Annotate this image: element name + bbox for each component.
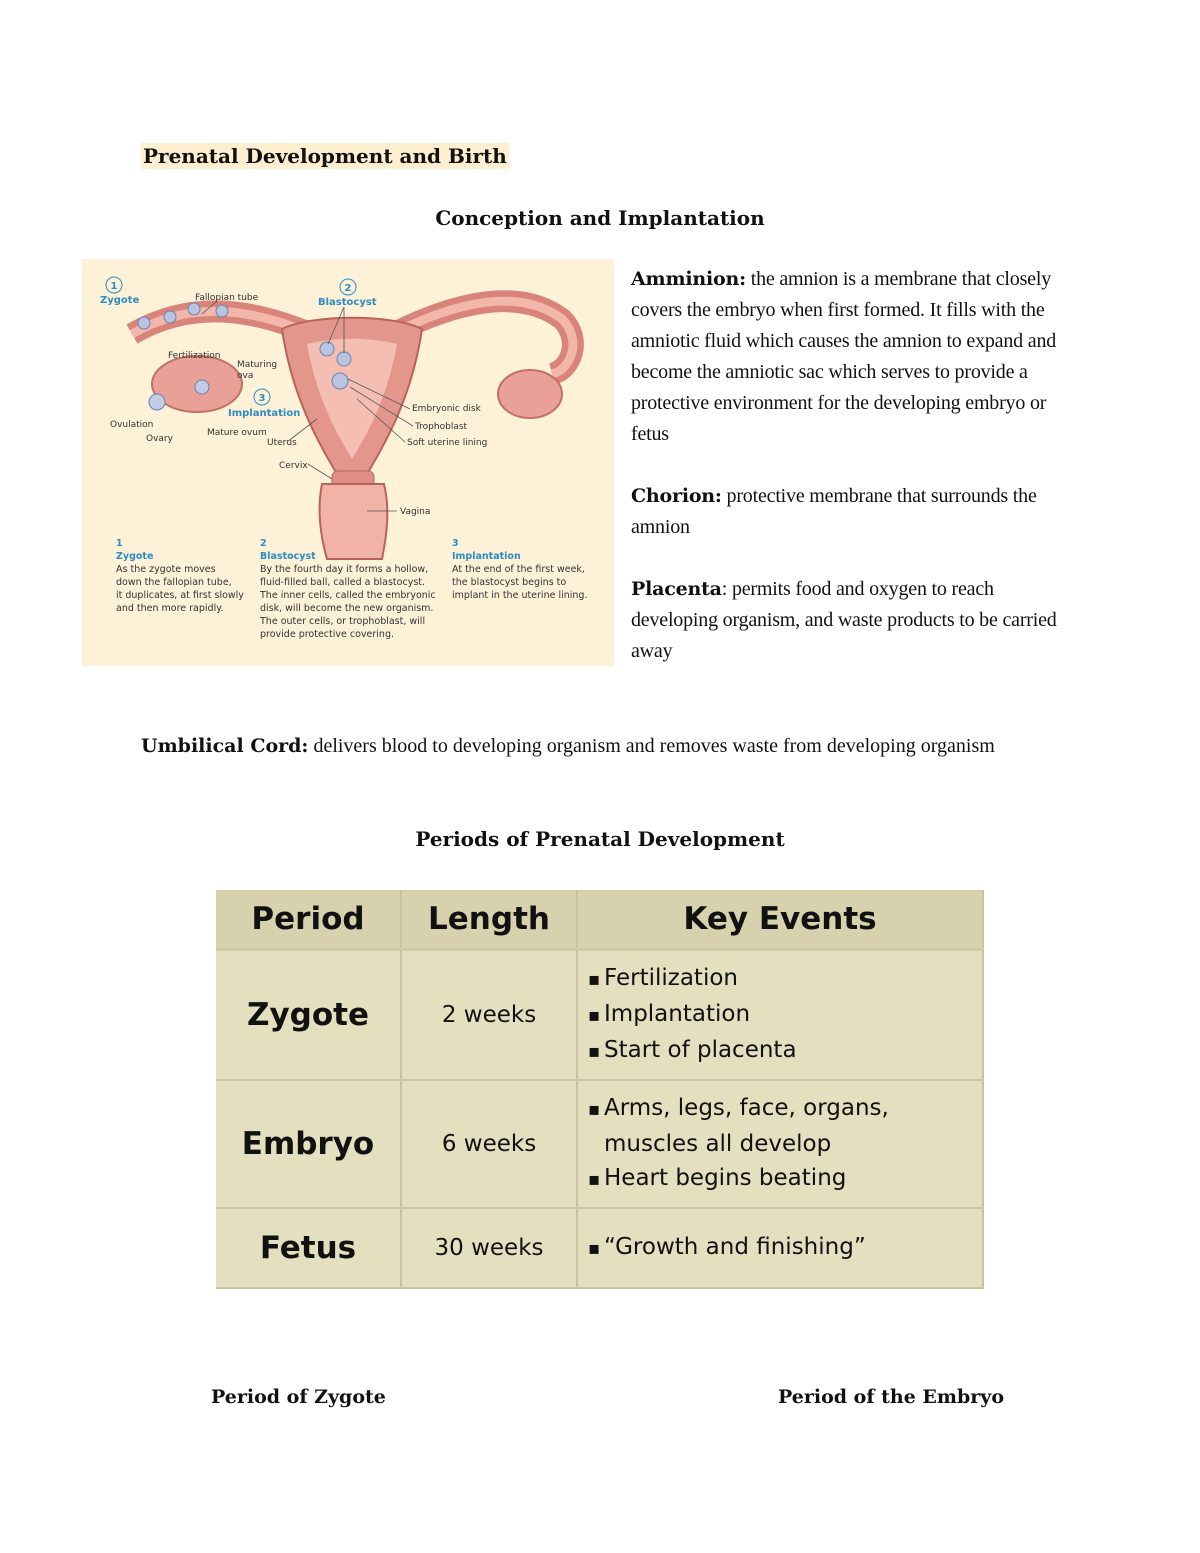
- cell-events: [577, 1208, 983, 1288]
- cell-length: 30 weeks: [401, 1208, 577, 1288]
- table-row: [216, 1080, 983, 1208]
- header-period: Period: [216, 890, 401, 950]
- definition-umbilical-cord: [141, 731, 1041, 762]
- dividing-cell: [164, 311, 176, 323]
- definition-chorion: [631, 481, 1071, 543]
- maturing-label: Maturing: [237, 360, 278, 370]
- cell-period: Embryo: [216, 1080, 401, 1208]
- caption-line: At the end of the first week,: [452, 564, 585, 575]
- caption-title: Blastocyst: [260, 551, 316, 562]
- event-item: ▪ Fertilization: [588, 961, 981, 997]
- table-header-row: [216, 890, 983, 950]
- cell-events: [577, 1080, 983, 1208]
- right-ovary: [498, 370, 562, 418]
- subheading-period-of-embryo: Period of the Embryo: [778, 1386, 1005, 1408]
- caption-line: disk, will become the new organism.: [260, 603, 434, 614]
- cell-period: Fetus: [216, 1208, 401, 1288]
- definition-text: the amnion is a membrane that closely covers the embryo when first formed. It fills with the amniotic fluid which causes the amnion to expand and become the amniotic sac which serves to provide a protective environment for the developing embryo or fetus: [631, 268, 1057, 445]
- dividing-cell: [188, 303, 200, 315]
- definition-text: delivers blood to developing organism and removes waste from developing organism: [308, 735, 995, 757]
- cervix-label: Cervix: [279, 461, 308, 471]
- caption-line: The outer cells, or trophoblast, will: [260, 616, 426, 627]
- implantation-number: 3: [258, 393, 266, 404]
- caption-line: By the fourth day it forms a hollow,: [260, 564, 429, 575]
- zygote-label: Zygote: [100, 295, 140, 306]
- ovulation-label: Ovulation: [110, 420, 154, 430]
- mature-ovum-label: Mature ovum: [207, 428, 267, 438]
- cell-period: Zygote: [216, 950, 401, 1080]
- section-heading-periods: Periods of Prenatal Development: [415, 827, 785, 851]
- zygote-number: 1: [110, 281, 118, 292]
- header-key-events: Key Events: [577, 890, 983, 950]
- definition-amnion: [631, 264, 1071, 450]
- fallopian-tube-label: Fallopian tube: [195, 293, 259, 303]
- periods-table: [216, 890, 984, 1289]
- caption-title: Zygote: [116, 551, 154, 562]
- caption-line: down the fallopian tube,: [116, 577, 232, 588]
- caption-line: fluid-filled ball, called a blastocyst.: [260, 577, 426, 588]
- event-item: ▪ Heart begins beating: [588, 1161, 981, 1197]
- caption-line: As the zygote moves: [116, 564, 216, 575]
- header-length: Length: [401, 890, 577, 950]
- caption-number: 3: [452, 538, 459, 549]
- caption-line: and then more rapidly.: [116, 603, 224, 614]
- definition-text: : permits food and oxygen to reach developing organism, and waste products to be carried away: [631, 578, 1057, 662]
- caption-line: the blastocyst begins to: [452, 577, 567, 588]
- definition-term: Placenta: [631, 578, 722, 600]
- cell-length: 6 weeks: [401, 1080, 577, 1208]
- definition-term: Amminion:: [631, 268, 746, 290]
- cell-length: 2 weeks: [401, 950, 577, 1080]
- definition-text: protective membrane that surrounds the amnion: [631, 485, 1037, 538]
- event-item: ▪ “Growth and finishing”: [588, 1230, 981, 1266]
- trophoblast-label: Trophoblast: [415, 422, 468, 432]
- definitions: [631, 264, 1071, 698]
- zygote-cell: [138, 317, 150, 329]
- embryonic-disk-label: Embryonic disk: [412, 404, 481, 414]
- implantation-label: Implantation: [228, 408, 301, 419]
- caption-number: 1: [116, 538, 123, 549]
- caption-title: Implantation: [452, 551, 521, 562]
- section-heading-conception: Conception and Implantation: [435, 206, 765, 230]
- soft-lining-label: Soft uterine lining: [407, 438, 488, 448]
- blastocyst-number: 2: [344, 283, 352, 294]
- reproductive-diagram: [82, 259, 614, 666]
- caption-number: 2: [260, 538, 267, 549]
- table-row: [216, 1208, 983, 1288]
- event-item: ▪ Arms, legs, face, organs, muscles all develop: [588, 1091, 904, 1161]
- definition-placenta: [631, 574, 1071, 667]
- fertilization-label: Fertilization: [168, 351, 221, 361]
- event-item: ▪ Start of placenta: [588, 1033, 981, 1069]
- caption-line: implant in the uterine lining.: [452, 590, 588, 601]
- definition-term: Chorion:: [631, 485, 722, 507]
- dividing-cell: [216, 305, 228, 317]
- caption-implantation: [452, 537, 602, 602]
- vagina-label: Vagina: [400, 507, 431, 517]
- page-title: Prenatal Development and Birth: [143, 144, 507, 168]
- blastocyst-label: Blastocyst: [318, 297, 377, 308]
- ova-label: ova: [237, 371, 254, 381]
- blastocyst-cell: [337, 352, 351, 366]
- caption-line: The inner cells, called the embryonic: [260, 590, 436, 601]
- uterus-label: Uterus: [267, 438, 297, 448]
- table-row: [216, 950, 983, 1080]
- cell-events: [577, 950, 983, 1080]
- caption-line: provide protective covering.: [260, 629, 394, 640]
- caption-zygote: [116, 537, 266, 615]
- caption-blastocyst: [260, 537, 450, 641]
- mature-ovum-cell: [149, 394, 165, 410]
- caption-line: it duplicates, at first slowly: [116, 590, 244, 601]
- blastocyst-cell: [320, 342, 334, 356]
- maturing-ova-cell: [195, 380, 209, 394]
- implanting-cell: [332, 373, 348, 389]
- subheading-period-of-zygote: Period of Zygote: [211, 1386, 386, 1408]
- event-item: ▪ Implantation: [588, 997, 981, 1033]
- ovary-label: Ovary: [146, 434, 173, 444]
- definition-term: Umbilical Cord:: [141, 735, 309, 757]
